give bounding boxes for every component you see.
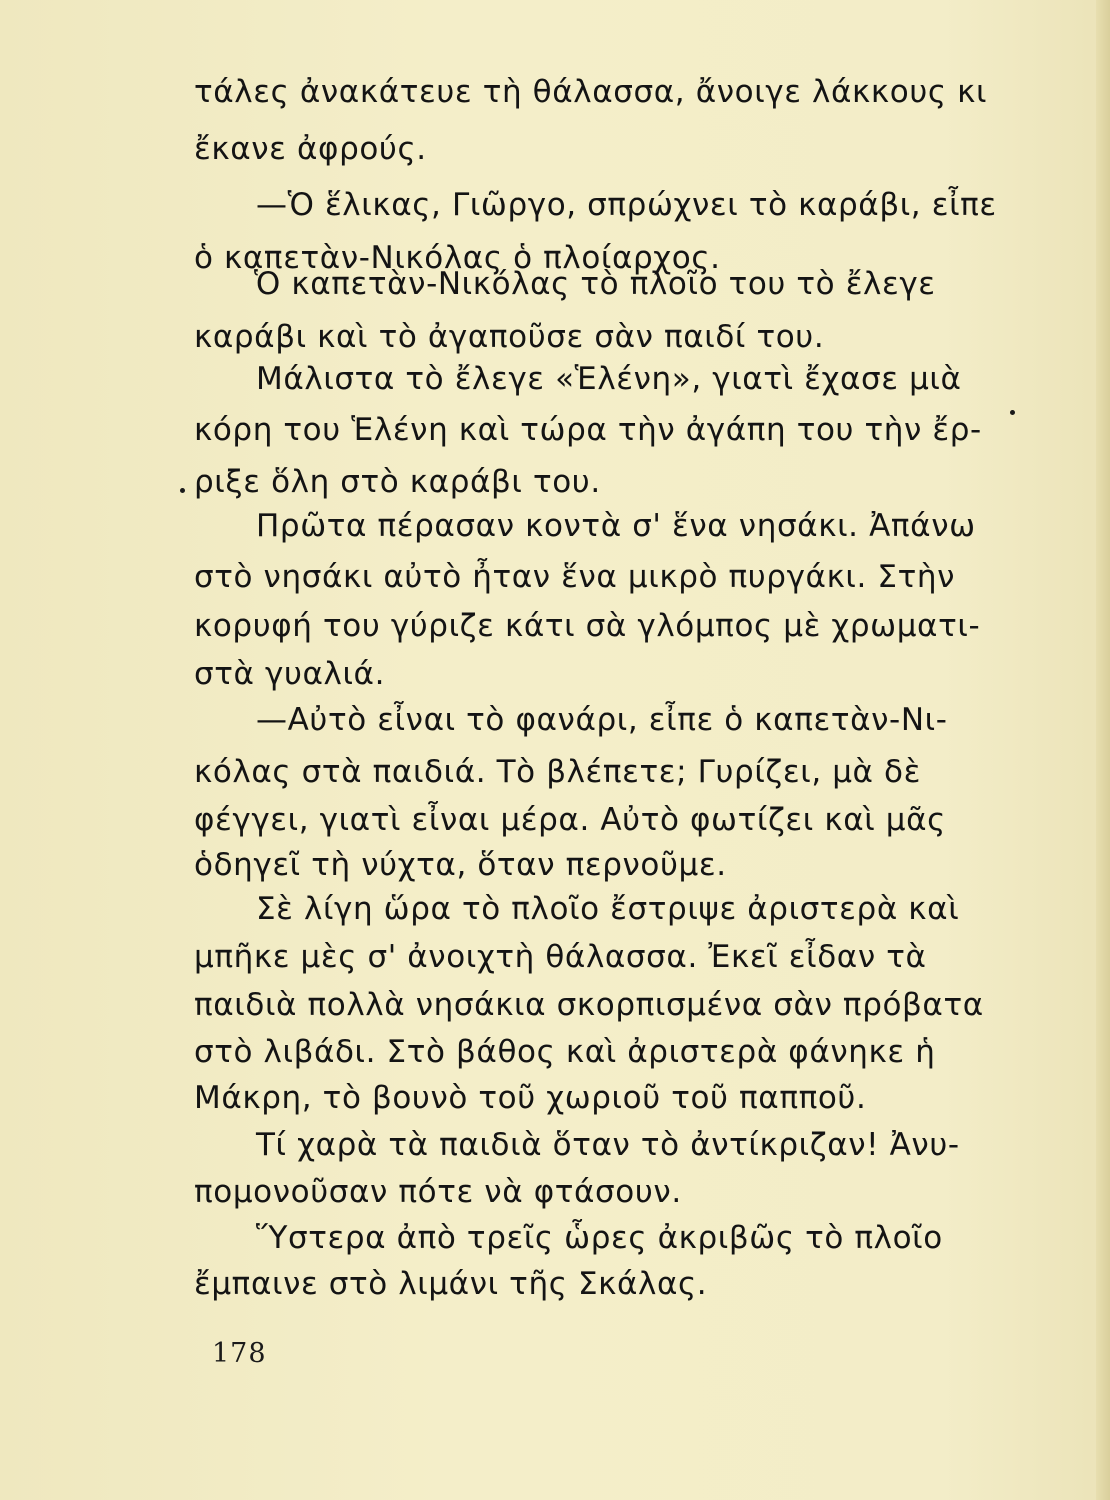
text-line: κορυφή του γύριζε κάτι σὰ γλόμπος μὲ χρωματι- (194, 608, 981, 644)
text-line: ριξε ὅλη στὸ καράβι του. (194, 464, 601, 500)
text-line: καράβι καὶ τὸ ἀγαποῦσε σὰν παιδί του. (194, 319, 825, 355)
text-line: Ὕστερα ἀπὸ τρεῖς ὧρες ἀκριβῶς τὸ πλοῖο (256, 1220, 943, 1256)
text-line: στὰ γυαλιά. (194, 656, 386, 692)
text-line: πομονοῦσαν πότε νὰ φτάσουν. (194, 1174, 682, 1210)
text-line: κόλας στὰ παιδιά. Τὸ βλέπετε; Γυρίζει, μὰ δὲ (194, 754, 921, 790)
text-line: Πρῶτα πέρασαν κοντὰ σ' ἕνα νησάκι. Ἀπάνω (256, 508, 976, 544)
text-line: ὁ καπετὰν-Νικόλας ὁ πλοίαρχος. (194, 240, 721, 276)
text-line: κόρη του Ἑλένη καὶ τώρα τὴν ἀγάπη του τὴν ἔρ- (194, 412, 982, 448)
text-line: ἔκανε ἀφρούς. (194, 131, 427, 167)
text-line: Ὁ καπετὰν-Νικόλας τὸ πλοῖο του τὸ ἔλεγε (254, 266, 936, 302)
text-line: μπῆκε μὲς σ' ἀνοιχτὴ θάλασσα. Ἐκεῖ εἶδαν τὰ (194, 939, 927, 975)
page-number: 178 (212, 1338, 267, 1369)
text-line: φέγγει, γιατὶ εἶναι μέρα. Αὐτὸ φωτίζει καὶ μᾶς (194, 802, 946, 838)
text-line: Σὲ λίγη ὥρα τὸ πλοῖο ἔστριψε ἀριστερὰ καὶ (256, 891, 960, 927)
text-line: ἔμπαινε στὸ λιμάνι τῆς Σκάλας. (194, 1266, 708, 1302)
ink-speck (1010, 410, 1015, 415)
text-line: στὸ νησάκι αὐτὸ ἦταν ἕνα μικρὸ πυργάκι. Στὴν (194, 559, 956, 595)
text-line: στὸ λιβάδι. Στὸ βάθος καὶ ἀριστερὰ φάνηκε ἡ (194, 1034, 936, 1070)
text-line: Μάκρη, τὸ βουνὸ τοῦ χωριοῦ τοῦ παπποῦ. (194, 1080, 867, 1116)
text-line: παιδιὰ πολλὰ νησάκια σκορπισμένα σὰν πρόβατα (194, 987, 984, 1023)
text-line: Τί χαρὰ τὰ παιδιὰ ὅταν τὸ ἀντίκριζαν! Ἀνυ- (256, 1127, 960, 1163)
text-line: —Αὐτὸ εἶναι τὸ φανάρι, εἶπε ὁ καπετὰν-Νι- (256, 702, 948, 738)
text-line: —Ὁ ἕλικας, Γιῶργο, σπρώχνει τὸ καράβι, εἶπε (256, 187, 997, 223)
text-line: τάλες ἀνακάτευε τὴ θάλασσα, ἄνοιγε λάκκους κι (194, 74, 988, 110)
text-line: Μάλιστα τὸ ἔλεγε «Ἑλένη», γιατὶ ἔχασε μιὰ (256, 361, 962, 397)
text-line: ὁδηγεῖ τὴ νύχτα, ὅταν περνοῦμε. (194, 847, 727, 883)
ink-speck (180, 488, 185, 493)
